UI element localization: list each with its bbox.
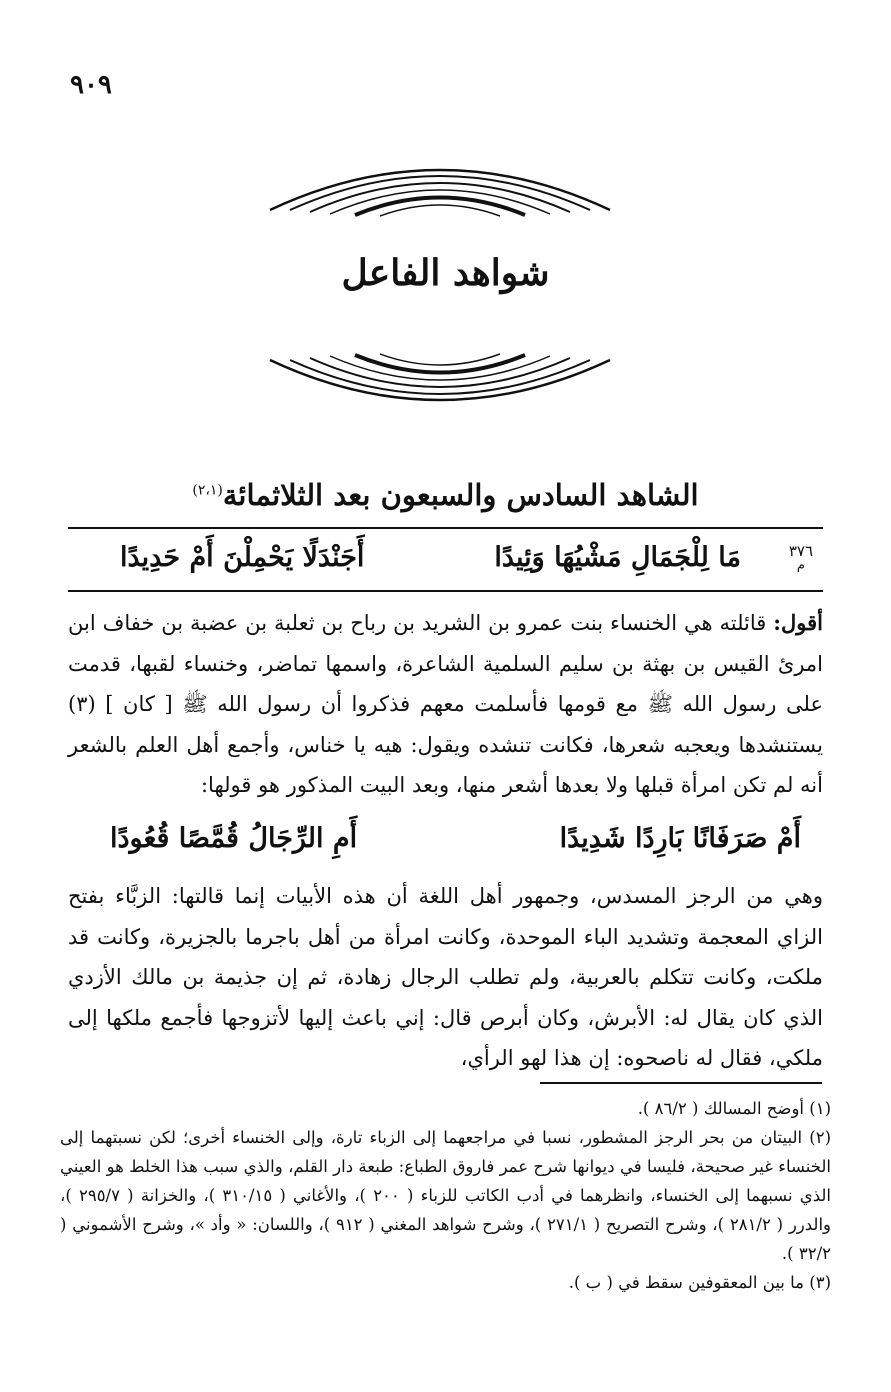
top-arc-ornament (250, 140, 630, 230)
paragraph-1-text: قائلته هي الخنساء بنت عمرو بن الشريد بن رباح بن ثعلبة بن عضبة بن خفاف ابن امرئ القيس بن بهثة بن سليم السلمية الشاعرة، واسمها تماضر، وخنساء لقبها، قدمت على رسول الله ﷺ مع قومها فأسلمت معهم فذكروا أن رسول الله ﷺ [ كان ] (٣) يستنشدها ويعجبه شعرها، فكانت تنشده ويقول: هيه يا خناس، وأجمع أهل العلم بالشعر أنه لم تكن امرأة قبلها ولا بعدها أشعر منها، وبعد البيت المذكور هو قولها: (68, 611, 823, 797)
aqulu-lead: أقول: (773, 610, 823, 635)
chapter-title: شواهد الفاعل (341, 252, 550, 294)
footnotes (60, 1094, 831, 1297)
bottom-arc-ornament (250, 340, 630, 430)
verse-bottom-rule (68, 590, 823, 592)
cited-verse-first-hemistich: أَمْ صَرَفَانًا بَارِدًا شَدِيدًا (559, 823, 801, 854)
page-number: ٩٠٩ (70, 70, 112, 100)
commentary-paragraph-1 (68, 603, 823, 806)
footnote-separator (540, 1082, 822, 1084)
verse-second-hemistich: أَجَنْدَلًا يَحْمِلْنَ أَمْ حَدِيدًا (120, 542, 365, 573)
meter-mark: م (796, 558, 805, 573)
footnote-1: (١) أوضح المسالك ( ٨٦/٢ ). (637, 1099, 831, 1118)
shahid-heading (120, 478, 771, 512)
footnote-2: (٢) البيتان من بحر الرجز المشطور، نسبا في مراجعهما إلى الزباء تارة، وإلى الخنساء أخرى؛ لكن نسبتهما إلى الخنساء غير صحيحة، فليسا في ديوانها شرح عمر فاروق الطباع: طبعة دار القلم، والذي سبب هذا الخلط هو العيني الذي نسبهما إلى الخنساء، وانظرهما في أدب الكاتب للزباء ( ٢٠٠ )، والأغاني ( ٣١٠/١٥ )، والخزانة ( ٢٩٥/٧ )، والدرر ( ٢٨١/٢ )، وشرح التصريح ( ٢٧١/١ )، وشرح شواهد المغني ( ٩١٢ )، واللسان: « وأد »، وشرح الأشموني ( ٣٢/٢ ). (60, 1128, 831, 1263)
cited-verse-second-hemistich: أَمِ الرِّجَالُ قُمَّصًا قُعُودًا (110, 823, 358, 854)
verse-top-rule (68, 527, 823, 529)
verse-first-hemistich: مَا لِلْجَمَالِ مَشْيُهَا وَئِيدًا (494, 542, 741, 573)
shahid-heading-footnote-ref: (٢،١) (192, 482, 223, 499)
commentary-paragraph-2: وهي من الرجز المسدس، وجمهور أهل اللغة أن هذه الأبيات إنما قالتها: الزبَّاء بفتح الزاي المعجمة وتشديد الباء الموحدة، وكانت امرأة من أهل باجرما بالجزيرة، وكانت قد ملكت، وكانت تتكلم بالعربية، ولم تطلب الرجال زهادة، ثم إن جذيمة بن مالك الأزدي الذي كان يقال له: الأبرش، وكان أبرص قال: إني باعث إليها لأتزوجها فأجمع ملكها إلى ملكي، فقال له ناصحوه: إن هذا لهو الرأي، (68, 884, 823, 1070)
footnote-3: (٣) ما بين المعقوفين سقط في ( ب ). (568, 1273, 831, 1292)
verse-line-376 (100, 542, 821, 594)
cited-verse (110, 823, 801, 869)
shahid-heading-text: الشاهد السادس والسبعون بعد الثلاثمائة (222, 478, 699, 512)
verse-number: ٣٧٦ م (788, 542, 813, 573)
